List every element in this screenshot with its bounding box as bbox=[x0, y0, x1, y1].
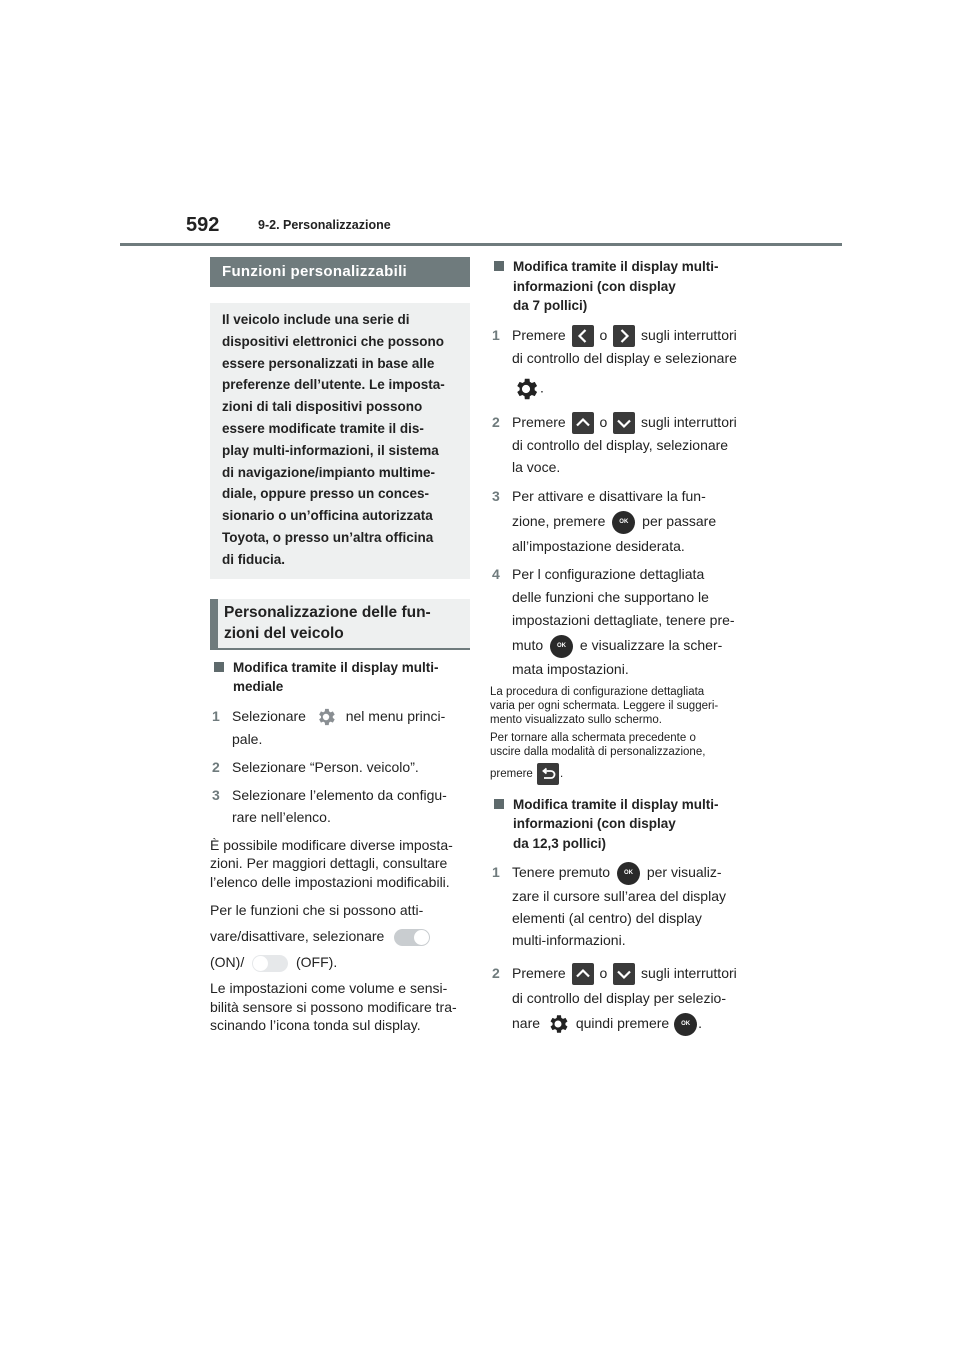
square-bullet-icon bbox=[214, 662, 224, 672]
step-text: . bbox=[540, 379, 544, 396]
step-number: 3 bbox=[212, 786, 220, 803]
paragraph bbox=[210, 836, 470, 892]
heading-line: Modifica tramite il display multi- bbox=[233, 659, 439, 675]
header-rule bbox=[120, 243, 842, 246]
back-icon bbox=[537, 763, 559, 785]
step-item bbox=[490, 484, 752, 559]
step-number: 2 bbox=[212, 758, 220, 775]
step-text: o bbox=[599, 965, 608, 982]
step-text: zare il cursore sull’area del display bbox=[512, 888, 726, 905]
note-line: La procedura di configurazione dettagliata bbox=[490, 685, 705, 698]
intro-line: play multi-informazioni, il sistema bbox=[222, 442, 439, 458]
ok-button-icon: OK bbox=[617, 862, 640, 885]
paragraph-line: È possibile modificare diverse imposta- bbox=[210, 836, 453, 853]
chevron-right-icon bbox=[613, 325, 635, 347]
paragraph-line: vare/disattivare, selezionare bbox=[210, 928, 385, 945]
page-number: 592 bbox=[186, 214, 220, 236]
intro-box bbox=[210, 303, 470, 579]
paragraph-line: (ON)/ bbox=[210, 954, 245, 971]
step-number: 3 bbox=[492, 488, 500, 505]
square-bullet-icon bbox=[494, 261, 504, 271]
step-text: Per l configurazione dettagliata bbox=[512, 566, 705, 583]
step-text: Premere bbox=[512, 965, 566, 982]
step-item bbox=[490, 324, 752, 403]
toggle-off-icon bbox=[252, 955, 288, 972]
chevron-up-icon bbox=[572, 412, 594, 434]
ok-button-icon: OK bbox=[674, 1013, 697, 1036]
intro-line: essere personalizzati in base alle bbox=[222, 355, 435, 371]
ok-button-icon: OK bbox=[612, 511, 635, 534]
step-text: Premere bbox=[512, 413, 566, 430]
gear-icon bbox=[512, 375, 540, 403]
heading-line: da 12,3 pollici) bbox=[513, 835, 607, 851]
step-text: di controllo del display, selezionare bbox=[512, 437, 729, 454]
square-bullet-icon bbox=[494, 799, 504, 809]
step-item bbox=[210, 784, 470, 828]
step-text: zione, premere bbox=[512, 513, 606, 530]
intro-line: dispositivi elettronici che possono bbox=[222, 333, 445, 349]
note-line: varia per ogni schermata. Leggere il suggeri- bbox=[490, 699, 719, 712]
paragraph-line: zioni. Per maggiori dettagli, consultare bbox=[210, 855, 448, 872]
section-title: 9-2. Personalizzazione bbox=[258, 218, 391, 232]
step-text: Selezionare l’elemento da configu- bbox=[232, 786, 447, 803]
step-number: 2 bbox=[492, 965, 500, 982]
step-text: . bbox=[698, 1015, 702, 1032]
step-text: Per attivare e disattivare la fun- bbox=[512, 488, 706, 505]
step-text: nare bbox=[512, 1015, 541, 1032]
chevron-down-icon bbox=[613, 412, 635, 434]
heading-line: Modifica tramite il display multi- bbox=[513, 796, 719, 812]
step-number: 1 bbox=[212, 707, 220, 724]
right-column bbox=[490, 257, 752, 1036]
step-item bbox=[490, 961, 752, 1036]
paragraph-line: l’elenco delle impostazioni modificabili. bbox=[210, 873, 450, 890]
heading-line: mediale bbox=[233, 679, 284, 695]
heading-line: informazioni (con display bbox=[513, 278, 676, 294]
step-text: o bbox=[599, 326, 608, 343]
box-title: Funzioni personalizzabili bbox=[210, 257, 470, 287]
step-text: rare nell’elenco. bbox=[232, 808, 331, 825]
intro-line: zioni di tali dispositivi possono bbox=[222, 399, 423, 415]
intro-line: preferenze dell’utente. Le imposta- bbox=[222, 377, 445, 393]
paragraph-line: bilità sensore si possono modificare tra- bbox=[210, 998, 457, 1015]
paragraph-line: Per le funzioni che si possono atti- bbox=[210, 902, 424, 919]
chevron-left-icon bbox=[572, 325, 594, 347]
paragraph bbox=[210, 897, 470, 975]
step-text: sugli interruttori bbox=[641, 326, 737, 343]
note-line: uscire dalla modalità di personalizzazione, bbox=[490, 745, 706, 758]
step-text: impostazioni dettagliate, tenere pre- bbox=[512, 612, 735, 629]
step-text: di controllo del display e selezionare bbox=[512, 349, 737, 366]
step-text: nel menu princi- bbox=[345, 707, 446, 724]
note-line: . bbox=[560, 767, 564, 780]
intro-line: sionario o un’officina autorizzata bbox=[222, 508, 433, 524]
step-text: o bbox=[599, 413, 608, 430]
step-text: Premere bbox=[512, 326, 566, 343]
step-text: di controllo del display per selezio- bbox=[512, 990, 726, 1007]
step-text: Selezionare bbox=[232, 707, 306, 724]
step-item bbox=[490, 563, 752, 681]
step-text: all’impostazione desiderata. bbox=[512, 538, 685, 555]
heading-7-inch bbox=[490, 257, 752, 316]
heading-line: da 7 pollici) bbox=[513, 298, 588, 313]
step-text: pale. bbox=[232, 730, 263, 747]
step-text: per passare bbox=[642, 513, 717, 530]
intro-line: Il veicolo include una serie di bbox=[222, 312, 410, 327]
step-text: delle funzioni che supportano le bbox=[512, 589, 709, 606]
step-text: sugli interruttori bbox=[641, 965, 737, 982]
step-text: la voce. bbox=[512, 459, 561, 476]
heading-12-inch bbox=[490, 795, 752, 854]
left-column bbox=[210, 257, 470, 1035]
note-line: premere bbox=[490, 767, 533, 780]
step-item bbox=[210, 705, 470, 750]
gear-icon bbox=[314, 706, 338, 728]
chevron-down-icon bbox=[613, 963, 635, 985]
note bbox=[490, 685, 752, 727]
subhead-line: zioni del veicolo bbox=[224, 624, 344, 642]
step-item bbox=[490, 411, 752, 478]
gear-icon bbox=[546, 1012, 570, 1036]
note-line: mento visualizzato sullo schermo. bbox=[490, 713, 662, 726]
intro-line: diale, oppure presso un conces- bbox=[222, 486, 430, 502]
step-number: 4 bbox=[492, 566, 500, 583]
step-item bbox=[210, 756, 470, 778]
heading-line: informazioni (con display bbox=[513, 816, 676, 832]
intro-line: Toyota, o presso un’altra officina bbox=[222, 529, 434, 545]
paragraph-line: scinando l’icona tonda sul display. bbox=[210, 1017, 421, 1034]
step-text: Tenere premuto bbox=[512, 864, 611, 881]
step-item bbox=[490, 861, 752, 951]
step-text: mata impostazioni. bbox=[512, 660, 629, 677]
step-text: elementi (al centro) del display bbox=[512, 910, 702, 927]
paragraph-line: Le impostazioni come volume e sensi- bbox=[210, 980, 448, 997]
step-text: multi-informazioni. bbox=[512, 932, 626, 949]
chevron-up-icon bbox=[572, 963, 594, 985]
step-text: per visualiz- bbox=[646, 864, 722, 881]
note-line: Per tornare alla schermata precedente o bbox=[490, 731, 696, 744]
step-text: muto bbox=[512, 637, 544, 654]
subhead-box bbox=[210, 599, 470, 650]
heading-line: Modifica tramite il display multi- bbox=[513, 259, 719, 274]
step-number: 1 bbox=[492, 864, 500, 881]
intro-line: di navigazione/impianto multime- bbox=[222, 464, 436, 480]
intro-line: essere modificate tramite il dis- bbox=[222, 420, 424, 436]
ok-button-icon: OK bbox=[550, 635, 573, 658]
intro-line: di fiducia. bbox=[222, 551, 286, 567]
step-text: sugli interruttori bbox=[641, 413, 737, 430]
paragraph bbox=[210, 979, 470, 1035]
step-number: 1 bbox=[492, 326, 500, 343]
step-text: Selezionare “Person. veicolo”. bbox=[232, 758, 419, 775]
paragraph-line: (OFF). bbox=[296, 954, 338, 971]
step-number: 2 bbox=[492, 413, 500, 430]
step-text: quindi premere bbox=[575, 1015, 670, 1032]
note bbox=[490, 731, 752, 785]
heading-multimedia bbox=[210, 658, 470, 697]
step-text: e visualizzare la scher- bbox=[579, 637, 723, 654]
toggle-on-icon bbox=[394, 929, 430, 946]
subhead-line: Personalizzazione delle fun- bbox=[224, 603, 431, 621]
